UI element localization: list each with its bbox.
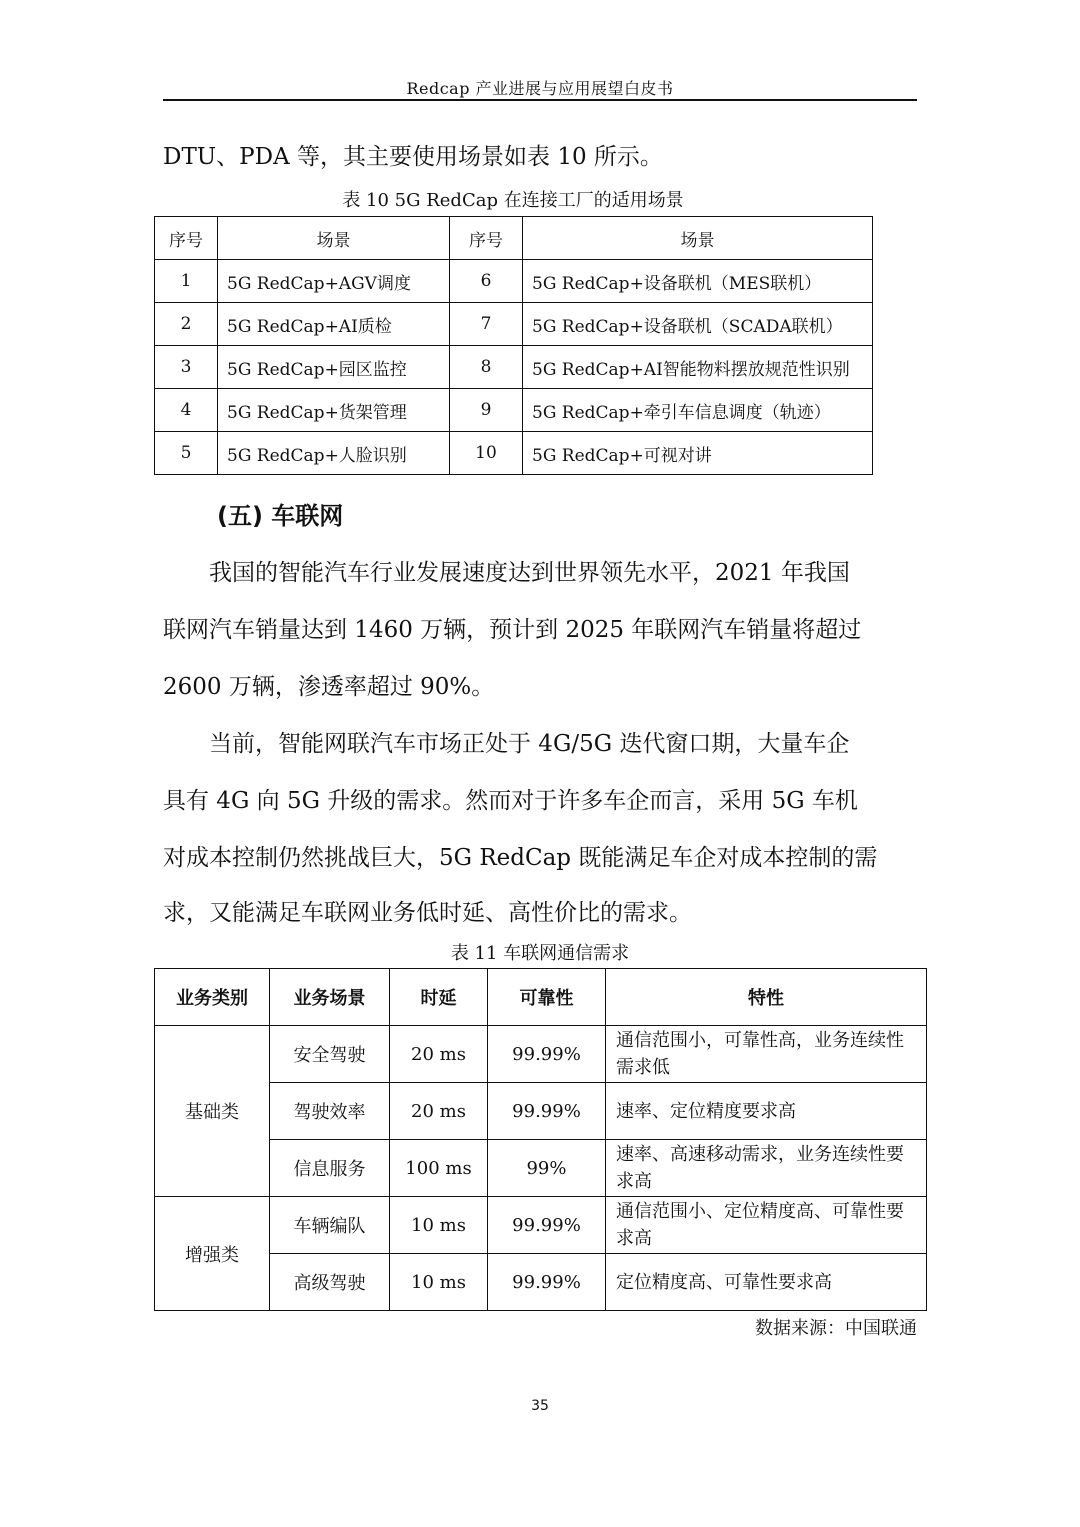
category-cell: 基础类 <box>155 1026 270 1197</box>
table-row <box>155 1026 927 1083</box>
data-source: 数据来源：中国联通 <box>755 1318 917 1339</box>
row-number: 4 <box>155 389 218 432</box>
reliability-cell: 99.99% <box>488 1083 606 1140</box>
scene-cell: 驾驶效率 <box>270 1083 390 1140</box>
row-number: 7 <box>450 303 523 346</box>
scene-cell: 信息服务 <box>270 1140 390 1197</box>
paragraph1-line: 联网汽车销量达到 1460 万辆，预计到 2025 年联网汽车销量将超过 <box>163 617 862 643</box>
latency-cell: 20 ms <box>390 1026 488 1083</box>
row-number: 2 <box>155 303 218 346</box>
feature-cell: 速率、高速移动需求，业务连续性要求高 <box>606 1140 927 1197</box>
table11-header-cell: 可靠性 <box>488 969 606 1026</box>
scene-cell: 5G RedCap+设备联机（SCADA联机） <box>523 303 873 346</box>
reliability-cell: 99.99% <box>488 1197 606 1254</box>
category-cell: 增强类 <box>155 1197 270 1311</box>
table10-header-cell: 场景 <box>523 217 873 260</box>
table10-header-row <box>155 217 873 260</box>
scene-cell: 车辆编队 <box>270 1197 390 1254</box>
section-heading: (五) 车联网 <box>217 502 344 530</box>
scene-cell: 5G RedCap+货架管理 <box>218 389 450 432</box>
paragraph2-line: 当前，智能网联汽车市场正处于 4G/5G 迭代窗口期，大量车企 <box>163 731 850 757</box>
scene-cell: 5G RedCap+园区监控 <box>218 346 450 389</box>
table-row <box>155 1197 927 1254</box>
table10-header-cell: 场景 <box>218 217 450 260</box>
latency-cell: 10 ms <box>390 1197 488 1254</box>
row-number: 1 <box>155 260 218 303</box>
paragraph2-line: 对成本控制仍然挑战巨大，5G RedCap 既能满足车企对成本控制的需 <box>163 845 878 871</box>
feature-cell: 通信范围小，可靠性高，业务连续性需求低 <box>606 1026 927 1083</box>
feature-cell: 定位精度高、可靠性要求高 <box>606 1254 927 1311</box>
reliability-cell: 99.99% <box>488 1254 606 1311</box>
paragraph2-line: 具有 4G 向 5G 升级的需求。然而对于许多车企而言，采用 5G 车机 <box>163 788 858 814</box>
scene-cell: 5G RedCap+牵引车信息调度（轨迹） <box>523 389 873 432</box>
latency-cell: 100 ms <box>390 1140 488 1197</box>
page-number: 35 <box>531 1398 549 1414</box>
scene-cell: 5G RedCap+AGV调度 <box>218 260 450 303</box>
table10-caption: 表 10 5G RedCap 在连接工厂的适用场景 <box>342 190 684 211</box>
scene-cell: 5G RedCap+AI质检 <box>218 303 450 346</box>
scene-cell: 安全驾驶 <box>270 1026 390 1083</box>
header-rule <box>163 99 917 101</box>
latency-cell: 10 ms <box>390 1254 488 1311</box>
table11-header-cell: 特性 <box>606 969 927 1026</box>
scene-cell: 5G RedCap+可视对讲 <box>523 432 873 475</box>
scene-cell: 5G RedCap+人脸识别 <box>218 432 450 475</box>
table10-header-cell: 序号 <box>155 217 218 260</box>
reliability-cell: 99% <box>488 1140 606 1197</box>
intro-line: DTU、PDA 等，其主要使用场景如表 10 所示。 <box>163 144 663 170</box>
table-row <box>155 389 873 432</box>
feature-cell: 通信范围小、定位精度高、可靠性要求高 <box>606 1197 927 1254</box>
table-row <box>155 1083 927 1140</box>
row-number: 9 <box>450 389 523 432</box>
table11-header-cell: 业务场景 <box>270 969 390 1026</box>
feature-cell: 速率、定位精度要求高 <box>606 1083 927 1140</box>
table11-header-cell: 时延 <box>390 969 488 1026</box>
reliability-cell: 99.99% <box>488 1026 606 1083</box>
row-number: 8 <box>450 346 523 389</box>
paragraph2-line: 求，又能满足车联网业务低时延、高性价比的需求。 <box>163 900 692 926</box>
table-row <box>155 303 873 346</box>
table10-header-cell: 序号 <box>450 217 523 260</box>
row-number: 10 <box>450 432 523 475</box>
row-number: 3 <box>155 346 218 389</box>
row-number: 6 <box>450 260 523 303</box>
row-number: 5 <box>155 432 218 475</box>
table-row <box>155 432 873 475</box>
paragraph1-line: 2600 万辆，渗透率超过 90%。 <box>163 674 495 700</box>
table10 <box>154 216 873 475</box>
table11 <box>154 968 927 1311</box>
running-header: Redcap 产业进展与应用展望白皮书 <box>406 79 674 98</box>
table-row <box>155 1140 927 1197</box>
table-row <box>155 346 873 389</box>
scene-cell: 5G RedCap+AI智能物料摆放规范性识别 <box>523 346 873 389</box>
table-row <box>155 260 873 303</box>
scene-cell: 5G RedCap+设备联机（MES联机） <box>523 260 873 303</box>
table-row <box>155 1254 927 1311</box>
table11-header-row <box>155 969 927 1026</box>
table11-header-cell: 业务类别 <box>155 969 270 1026</box>
latency-cell: 20 ms <box>390 1083 488 1140</box>
table11-caption: 表 11 车联网通信需求 <box>450 943 630 964</box>
scene-cell: 高级驾驶 <box>270 1254 390 1311</box>
paragraph1-line: 我国的智能汽车行业发展速度达到世界领先水平，2021 年我国 <box>163 560 850 586</box>
